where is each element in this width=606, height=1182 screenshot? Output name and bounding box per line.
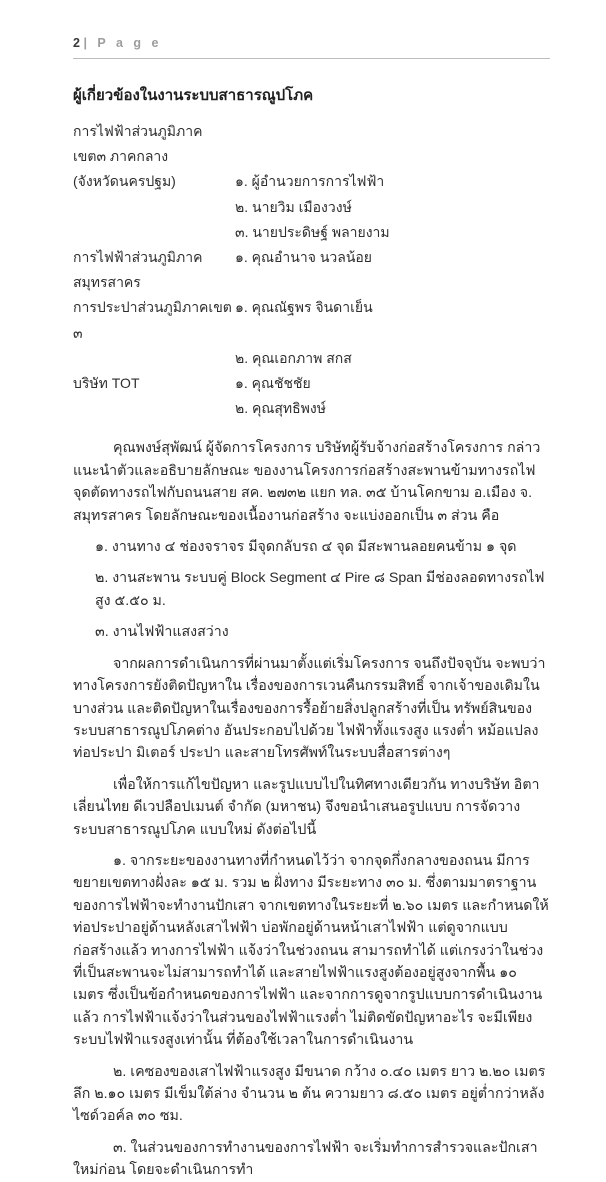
organization-name (73, 195, 235, 220)
participant-row (73, 396, 550, 421)
participant-row (73, 346, 550, 371)
paragraph-problems: จากผลการดำเนินการที่ผ่านมาตั้งแต่เริ่มโครงการ จนถึงปัจจุบัน จะพบว่าทางโครงการยังติดปัญหาใน เรื่องของการเวนคืนกรรมสิทธิ์ จากเจ้าของเดิมในบางส่วน และติดปัญหาในเรื่องของการรื้อย้ายสิ่งปลูกสร้างที่เป็น ทรัพย์สินของระบบสาธารณูปโภคต่าง อันประกอบไปด้วย ไฟฟ้าทั้งแรงสูง แรงต่ำ หม้อแปลง ท่อประปา มิเตอร์ ประปา และสายโทรศัพท์ในระบบสื่อสารต่างๆ (73, 655, 546, 762)
page-label: | P a g e (83, 36, 162, 50)
participant-row (73, 119, 550, 169)
organization-name: บริษัท TOT (73, 375, 140, 392)
member-name: ๒. คุณเอกภาพ สกส (235, 349, 352, 366)
organization-name: การไฟฟ้าส่วนภูมิภาคสมุทรสาคร (73, 249, 203, 291)
organization-name (73, 346, 235, 371)
page-number: 2 (73, 36, 80, 50)
member-name: ๓. นายประดิษฐ์ พลายงาม (235, 223, 390, 240)
member-name (235, 119, 550, 169)
paragraph-point-1: ๑. จากระยะของงานทางที่กำหนดไว้ว่า จากจุดกึ่งกลางของถนน มีการขยายเขตทางฝั่งละ ๑๕ ม. รวม ๒ ฝั่งทาง มีระยะทาง ๓๐ ม. ซึ่งตามมาตราฐานของการไฟฟ้าจะทำงานปักเสา จากเขตทางในระยะที่ ๒.๖๐ เมตร และกำหนดให้ท่อประปาอยู่ด้านหลังเสาไฟฟ้า บ่อพักอยู่ด้านหน้าเสาไฟฟ้า แต่ดูจากแบบก่อสร้างแล้ว ทางการไฟฟ้า แจ้งว่าในช่วงถนน สามารถทำได้ แต่เกรงว่าในช่วงที่เป็นสะพานจะไม่สามารถทำได้ และสายไฟฟ้าแรงสูงต้องอยู่สูงจากพื้น ๑๐ เมตร ซึ่งเป็นข้อกำหนดของการไฟฟ้า และจากการดูจากรูปแบบการดำเนินงานแล้ว การไฟฟ้าแจ้งว่าในส่วนของไฟฟ้าแรงต่ำ ไม่ติดขัดปัญหาอะไร จะมีเพียงระบบไฟฟ้าแรงสูงเท่านั้น ที่ต้องใช้เวลาในการดำเนินงาน (73, 852, 549, 1049)
page-title: ผู้เกี่ยวข้องในงานระบบสาธารณูปโภค (73, 87, 314, 104)
organization-name: การไฟฟ้าส่วนภูมิภาคเขต๓ ภาคกลาง (73, 123, 203, 165)
paragraph-proposal: เพื่อให้การแก้ไขปัญหา และรูปแบบไปในทิศทางเดียวกัน ทางบริษัท อิตาเลี่ยนไทย ดีเวปลือปเมนต์ จำกัด (มหาชน) จึงขอนำเสนอรูปแบบ การจัดวางระบบสาธารณูปโภค แบบใหม่ ดังต่อไปนี้ (73, 776, 540, 838)
work-scope-item: ๓. งานไฟฟ้าแสงสว่าง (95, 624, 229, 641)
work-scope-item: ๑. งานทาง ๔ ช่องจราจร มีจุดกลับรถ ๔ จุด มีสะพานลอยคนข้าม ๑ จุด (95, 539, 517, 556)
participant-row (73, 220, 550, 245)
participant-row (73, 371, 550, 396)
paragraph-point-3: ๓. ในส่วนของการทำงานของการไฟฟ้า จะเริ่มทำการสำรวจและปักเสาใหม่ก่อน โดยจะดำเนินการทำ (73, 1139, 538, 1179)
document-body (73, 437, 550, 1181)
member-name: ๒. คุณสุทธิพงษ์ (235, 400, 326, 417)
organization-name (73, 220, 235, 245)
paragraph-point-2: ๒. เคซองของเสาไฟฟ้าแรงสูง มีขนาด กว้าง ๐.๔๐ เมตร ยาว ๒.๒๐ เมตร ลึก ๒.๑๐ เมตร มีเข็มใต้ล่าง จำนวน ๒ ต้น ความยาว ๘.๕๐ เมตร อยู่ต่ำกว่าหลังไซด์วอค์ล ๓๐ ซม. (73, 1063, 546, 1125)
participants-list (73, 119, 550, 421)
member-name: ๒. นายวิม เมืองวงษ์ (235, 198, 352, 215)
member-name: ๑. ผู้อำนวยการการไฟฟ้า (235, 173, 385, 190)
member-name: ๑. คุณชัชชัย (235, 375, 311, 392)
participant-row (73, 245, 550, 295)
paragraph-intro: คุณพงษ์สุพัฒน์ ผู้จัดการโครงการ บริษัทผู้รับจ้างก่อสร้างโครงการ กล่าวแนะนำตัวและอธิบายลักษณะ ของงานโครงการก่อสร้างสะพานข้ามทางรถไฟ จุดตัดทางรถไฟกับถนนสาย สค. ๒๗๓๒ แยก ทล. ๓๕ บ้านโคกขาม อ.เมือง จ. สมุทรสาคร โดยลักษณะของเนื้องานก่อสร้าง จะแบ่งออกเป็น ๓ ส่วน คือ (73, 440, 541, 524)
participant-row (73, 195, 550, 220)
work-scope-item: ๒. งานสะพาน ระบบคู่ Block Segment ๔ Pire ๘ Span มีช่องลอดทางรถไฟสูง ๕.๕๐ ม. (95, 570, 545, 609)
participant-row (73, 295, 550, 345)
organization-name: (จังหวัดนครปฐม) (73, 173, 176, 190)
page-header (73, 36, 550, 59)
participant-row (73, 169, 550, 194)
organization-name: การประปาส่วนภูมิภาคเขต ๓ (73, 299, 232, 341)
organization-name (73, 396, 235, 421)
member-name: ๑. คุณณัฐพร จินดาเย็น (235, 299, 373, 316)
member-name: ๑. คุณอำนาจ นวลน้อย (235, 249, 373, 266)
